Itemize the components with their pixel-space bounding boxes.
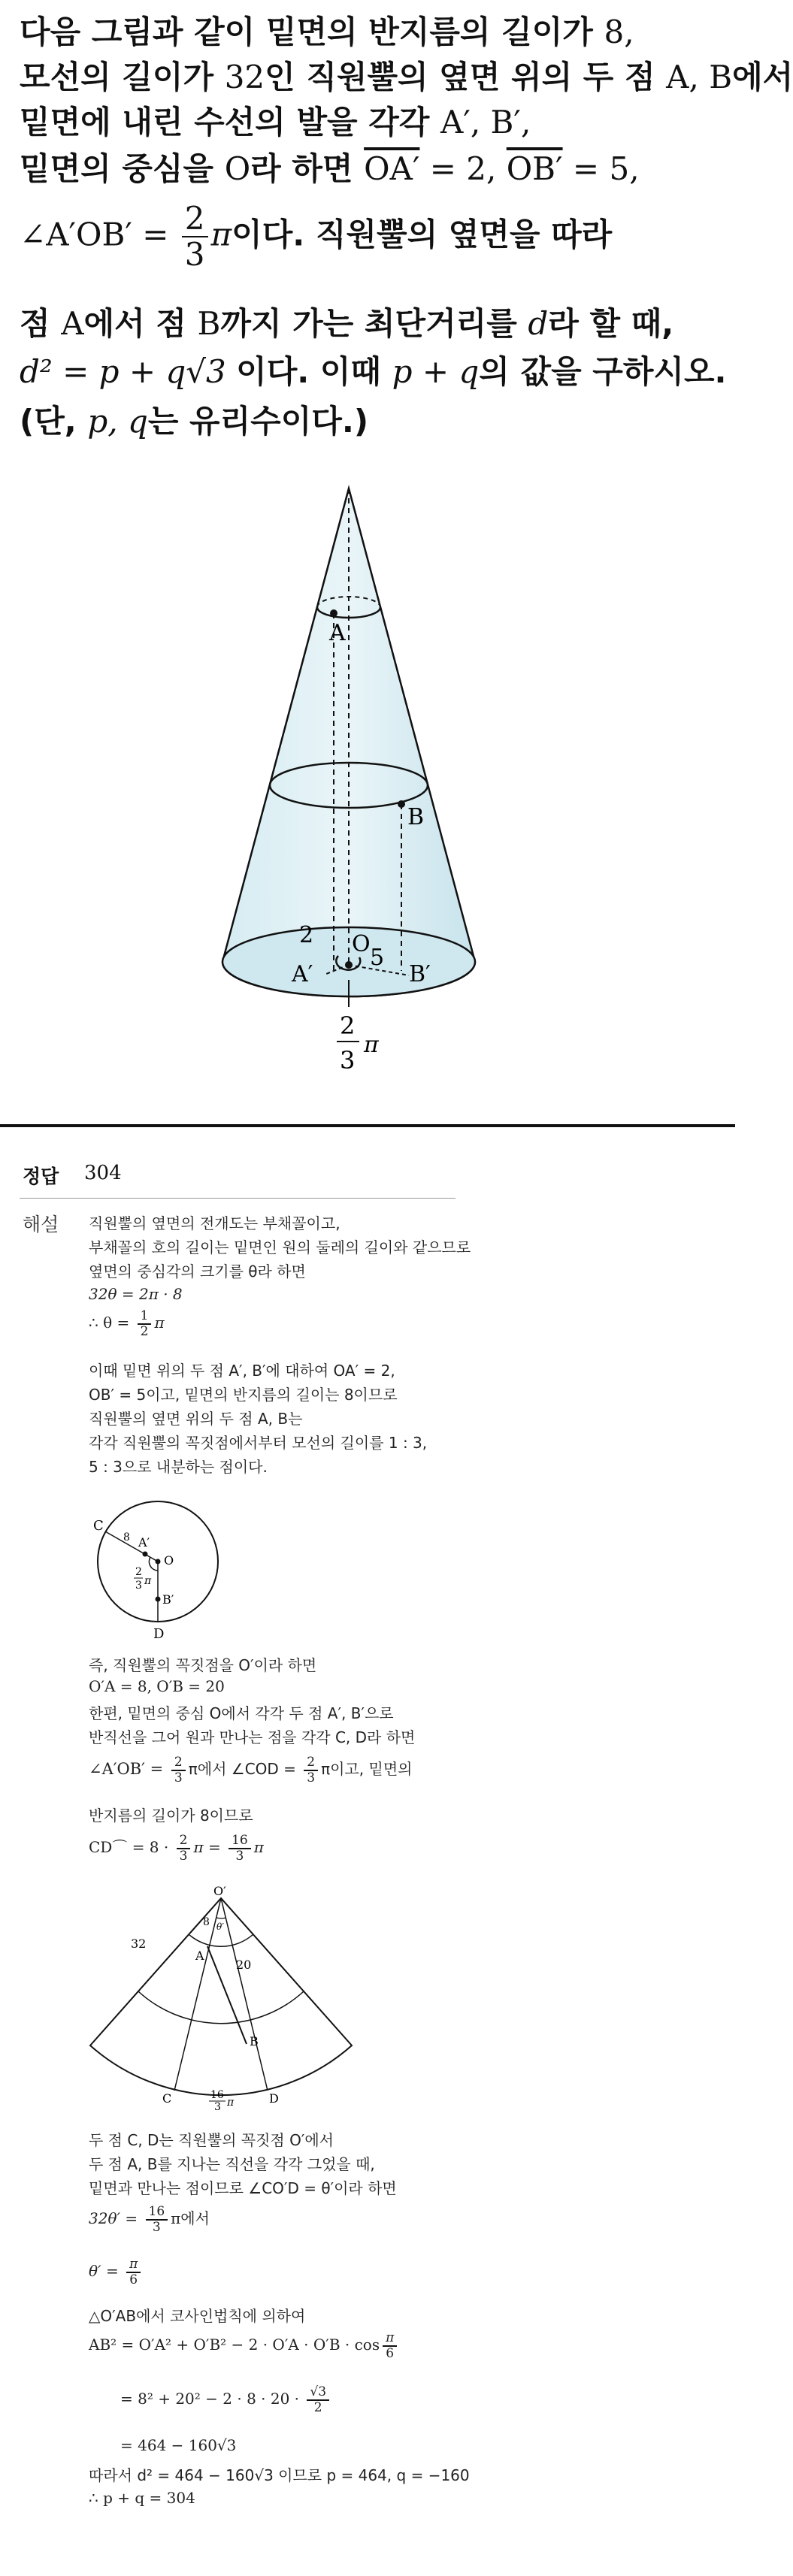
problem-line-6 [20,299,673,344]
problem-text-fragment: 에서 [732,59,793,95]
fraction [383,2331,397,2360]
label-a: A [329,620,346,646]
solution-line: OB′ = 5이고, 밑면의 반지름의 길이는 8이므로 [89,1386,398,1404]
fraction [126,2257,141,2287]
solution-line: 직원뿔의 옆면 위의 두 점 A, B는 [89,1410,303,1428]
variable-d: d [20,353,40,390]
point-b-dot [398,800,405,808]
fraction-numerator: 2 [171,1755,186,1771]
fraction [307,2385,329,2414]
radius-value: 8, [604,14,634,50]
label-eight: 8 [123,1531,130,1543]
solution-equation-result: = 464 − 160√3 [120,2436,237,2454]
frac-numerator: 2 [135,1566,142,1578]
frac-pi: π [144,1575,152,1587]
answer-rule [20,1198,456,1199]
problem-text-fragment: 밑면의 중심을 [20,150,225,187]
equation-text: π = [193,1838,226,1857]
label-two: 2 [299,922,314,948]
fraction-denominator: 3 [235,1848,244,1864]
equation-text: π이고, 밑면의 [321,1760,413,1779]
fraction-denominator: 2 [140,1323,149,1339]
fraction-denominator: 3 [152,2219,161,2235]
center-o: O [224,150,251,187]
fraction [229,1834,251,1863]
problem-line-2 [20,53,793,98]
label-a-prime: A′ [292,961,313,987]
problem-text-fragment: 라 할 때, [548,305,674,342]
angle-pi: π [364,1032,379,1058]
fraction [304,1755,318,1785]
equation-text: π에서 ∠COD = [188,1760,301,1779]
fraction-denominator: 3 [307,1770,316,1785]
solution-equation-theta-prime [89,2205,210,2234]
problem-text-fragment: 인 직원뿔의 옆면 위의 두 점 [265,59,667,95]
fraction-denominator: 3 [184,236,205,274]
fraction-denominator: 2 [313,2399,322,2415]
label-a: A [195,1949,204,1963]
problem-text-fragment: 다음 그림과 같이 밑면의 반지름의 길이가 [20,14,604,50]
p-plus-q: p + q [392,353,480,390]
arc-through-a [189,1934,253,1946]
fraction-numerator: π [126,2257,141,2273]
angle-numerator: 2 [340,1011,356,1040]
segment-ob-prime: OB′ [506,150,563,187]
fraction [146,2205,168,2234]
fraction-numerator: π [383,2331,397,2347]
solution-line: 두 점 C, D는 직원뿔의 꼭짓점 O′에서 [89,2131,334,2149]
fraction-numerator: 2 [304,1755,318,1771]
point-o-dot [345,961,353,969]
problem-text-fragment: 라 하면 [250,150,365,187]
sector-development-figure [78,1886,364,2112]
solution-line: 두 점 A, B를 지나는 직선을 각각 그었을 때, [89,2155,375,2173]
slant-length-value: 32 [224,59,265,95]
angle-fraction [182,201,208,272]
equation-text: = 8² + 20² − 2 · 8 · 20 · [120,2390,304,2408]
solution-final-answer: ∴ p + q = 304 [89,2489,195,2507]
answer-label: 정답 [23,1166,59,1187]
pi-symbol: π [253,1838,264,1857]
solution-line: 반직선을 그어 원과 만나는 점을 각각 C, D라 하면 [89,1728,416,1746]
problem-line-1 [20,8,634,53]
equation-text: θ′ = [89,2262,124,2281]
problem-text-fragment: 이다. 직원뿔의 옆면을 따라 [232,216,613,253]
equation-text: ∠A′OB′ = [89,1760,168,1779]
solution-line: 부채꼴의 호의 길이는 밑면인 원의 둘레의 길이와 같으므로 [89,1238,471,1256]
solution-line: 직원뿔의 옆면의 전개도는 부채꼴이고, [89,1214,341,1232]
cone-figure [203,481,519,1082]
fraction-denominator: 6 [129,2272,138,2287]
equation-text: CD⌒ = 8 · [89,1838,174,1857]
fraction-numerator: 16 [229,1834,251,1849]
variables-p-q: p, q [87,403,148,440]
equation-text: 32θ′ = [89,2209,143,2228]
problem-text-fragment: 는 유리수이다.) [147,403,369,440]
label-eight: 8 [203,1916,210,1928]
problem-line-5 [20,201,612,272]
solution-equation-theta-prime-value [89,2257,144,2287]
label-c: C [93,1518,104,1534]
fraction-numerator: 16 [146,2205,168,2221]
solution-line: 5 : 3으로 내분하는 점이다. [89,1458,268,1476]
points-ab-prime: A′, B′, [440,104,531,141]
fraction-numerator: √3 [307,2385,329,2401]
solution-equation-cosine-law [89,2331,400,2360]
point-a-prime-dot [143,1552,148,1557]
theta-fraction [138,1309,152,1338]
solution-line: 옆면의 중심각의 크기를 θ라 하면 [89,1262,306,1280]
label-o: O [164,1553,174,1568]
fraction-denominator: 3 [174,1770,183,1785]
points-ab: A, B [666,59,733,95]
problem-line-4 [20,144,640,189]
point-a-dot [330,609,337,617]
segment-oa-prime: OA′ [364,150,420,187]
point-b-prime-dot [156,1597,161,1602]
problem-text-fragment: 에서 점 [83,305,198,342]
label-theta-prime: θ′ [216,1921,224,1932]
label-b: B [250,2034,259,2048]
label-thirtytwo: 32 [131,1937,147,1951]
solution-line-conclusion: 따라서 d² = 464 − 160√3 이므로 p = 464, q = −160 [89,2466,470,2484]
label-d: D [153,1626,165,1642]
pi-symbol: π [154,1314,165,1332]
problem-line-8 [20,397,368,442]
problem-text-fragment: 의 값을 구하시오. [479,353,727,390]
solution-line: 각각 직원뿔의 꼭짓점에서부터 모선의 길이를 1 : 3, [89,1434,428,1452]
point-a: A [61,305,84,342]
fraction [177,1834,191,1863]
ob-prime-value: = 5, [562,150,640,187]
angle-expression: ∠A′OB′ = [20,216,179,253]
label-d: D [269,2091,279,2106]
equation-text: AB² = O′A² + O′B² − 2 · O′A · O′B · cos [89,2336,380,2354]
solution-equation-theta [89,1309,165,1338]
solution-equation: 32θ = 2π · 8 [89,1285,183,1303]
fraction [171,1755,186,1785]
answer-value: 304 [84,1162,122,1184]
problem-text-fragment: 점 [20,305,62,342]
problem-text-fragment: 모선의 길이가 [20,59,225,95]
label-b-prime: B′ [162,1592,174,1607]
arc-denominator: 3 [214,2101,221,2113]
ray-o-prime-d [221,1898,268,2091]
problem-text-fragment: 이다. 이때 [236,353,392,390]
label-a-prime: A′ [138,1535,150,1550]
fraction-denominator: 6 [386,2345,395,2361]
problem-line-7 [20,347,727,392]
solution-line-angles [89,1755,412,1785]
arc-pi: π [227,2097,235,2109]
frac-denominator: 3 [135,1580,142,1592]
variable-d: d [528,305,549,342]
equation-d-squared: ² = p + q√3 [39,353,237,390]
angle-denominator: 3 [340,1046,356,1075]
solution-equation: O′A = 8, O′B = 20 [89,1677,225,1695]
solution-line: 밑면과 만나는 점이므로 ∠CO′D = θ′이라 하면 [89,2179,397,2197]
problem-text-fragment: (단, [20,403,88,440]
solution-line: 반지름의 길이가 8이므로 [89,1807,253,1825]
arc-through-b [138,1991,304,2024]
solution-line: 한편, 밑면의 중심 O에서 각각 두 점 A′, B′으로 [89,1704,394,1722]
base-circle-figure [75,1486,241,1652]
problem-line-3 [20,98,531,143]
label-b: B [407,804,425,830]
point-o-dot [156,1559,161,1565]
label-b-prime: B′ [409,961,431,987]
oa-prime-value: = 2, [419,150,507,187]
problem-text-fragment: 밑면에 내린 수선의 발을 각각 [20,104,440,141]
equation-text: ∴ θ = [89,1314,135,1332]
fraction-numerator: 1 [138,1309,152,1325]
pi-symbol: π [210,216,232,253]
label-o-prime: O′ [213,1884,226,1898]
solution-line: 즉, 직원뿔의 꼭짓점을 O′이라 하면 [89,1656,317,1674]
explanation-label: 해설 [23,1214,59,1235]
label-o: O [352,931,371,957]
point-b: B [197,305,221,342]
label-twenty: 20 [236,1958,252,1972]
fraction-denominator: 3 [179,1848,188,1864]
equation-text: π에서 [171,2209,210,2228]
section-divider [0,1124,735,1127]
arc-numerator: 16 [210,2089,224,2101]
solution-equation-substitution [120,2385,332,2414]
fraction-numerator: 2 [177,1834,191,1849]
problem-text-fragment: 까지 가는 최단거리를 [220,305,528,342]
solution-line: △O′AB에서 코사인법칙에 의하여 [89,2307,306,2325]
solution-line: 이때 밑면 위의 두 점 A′, B′에 대하여 OA′ = 2, [89,1362,395,1380]
label-c: C [162,2091,172,2106]
label-five: 5 [370,945,385,971]
fraction-numerator: 2 [182,201,208,237]
solution-equation-arc [89,1834,264,1863]
ray-o-prime-c [174,1898,221,2091]
